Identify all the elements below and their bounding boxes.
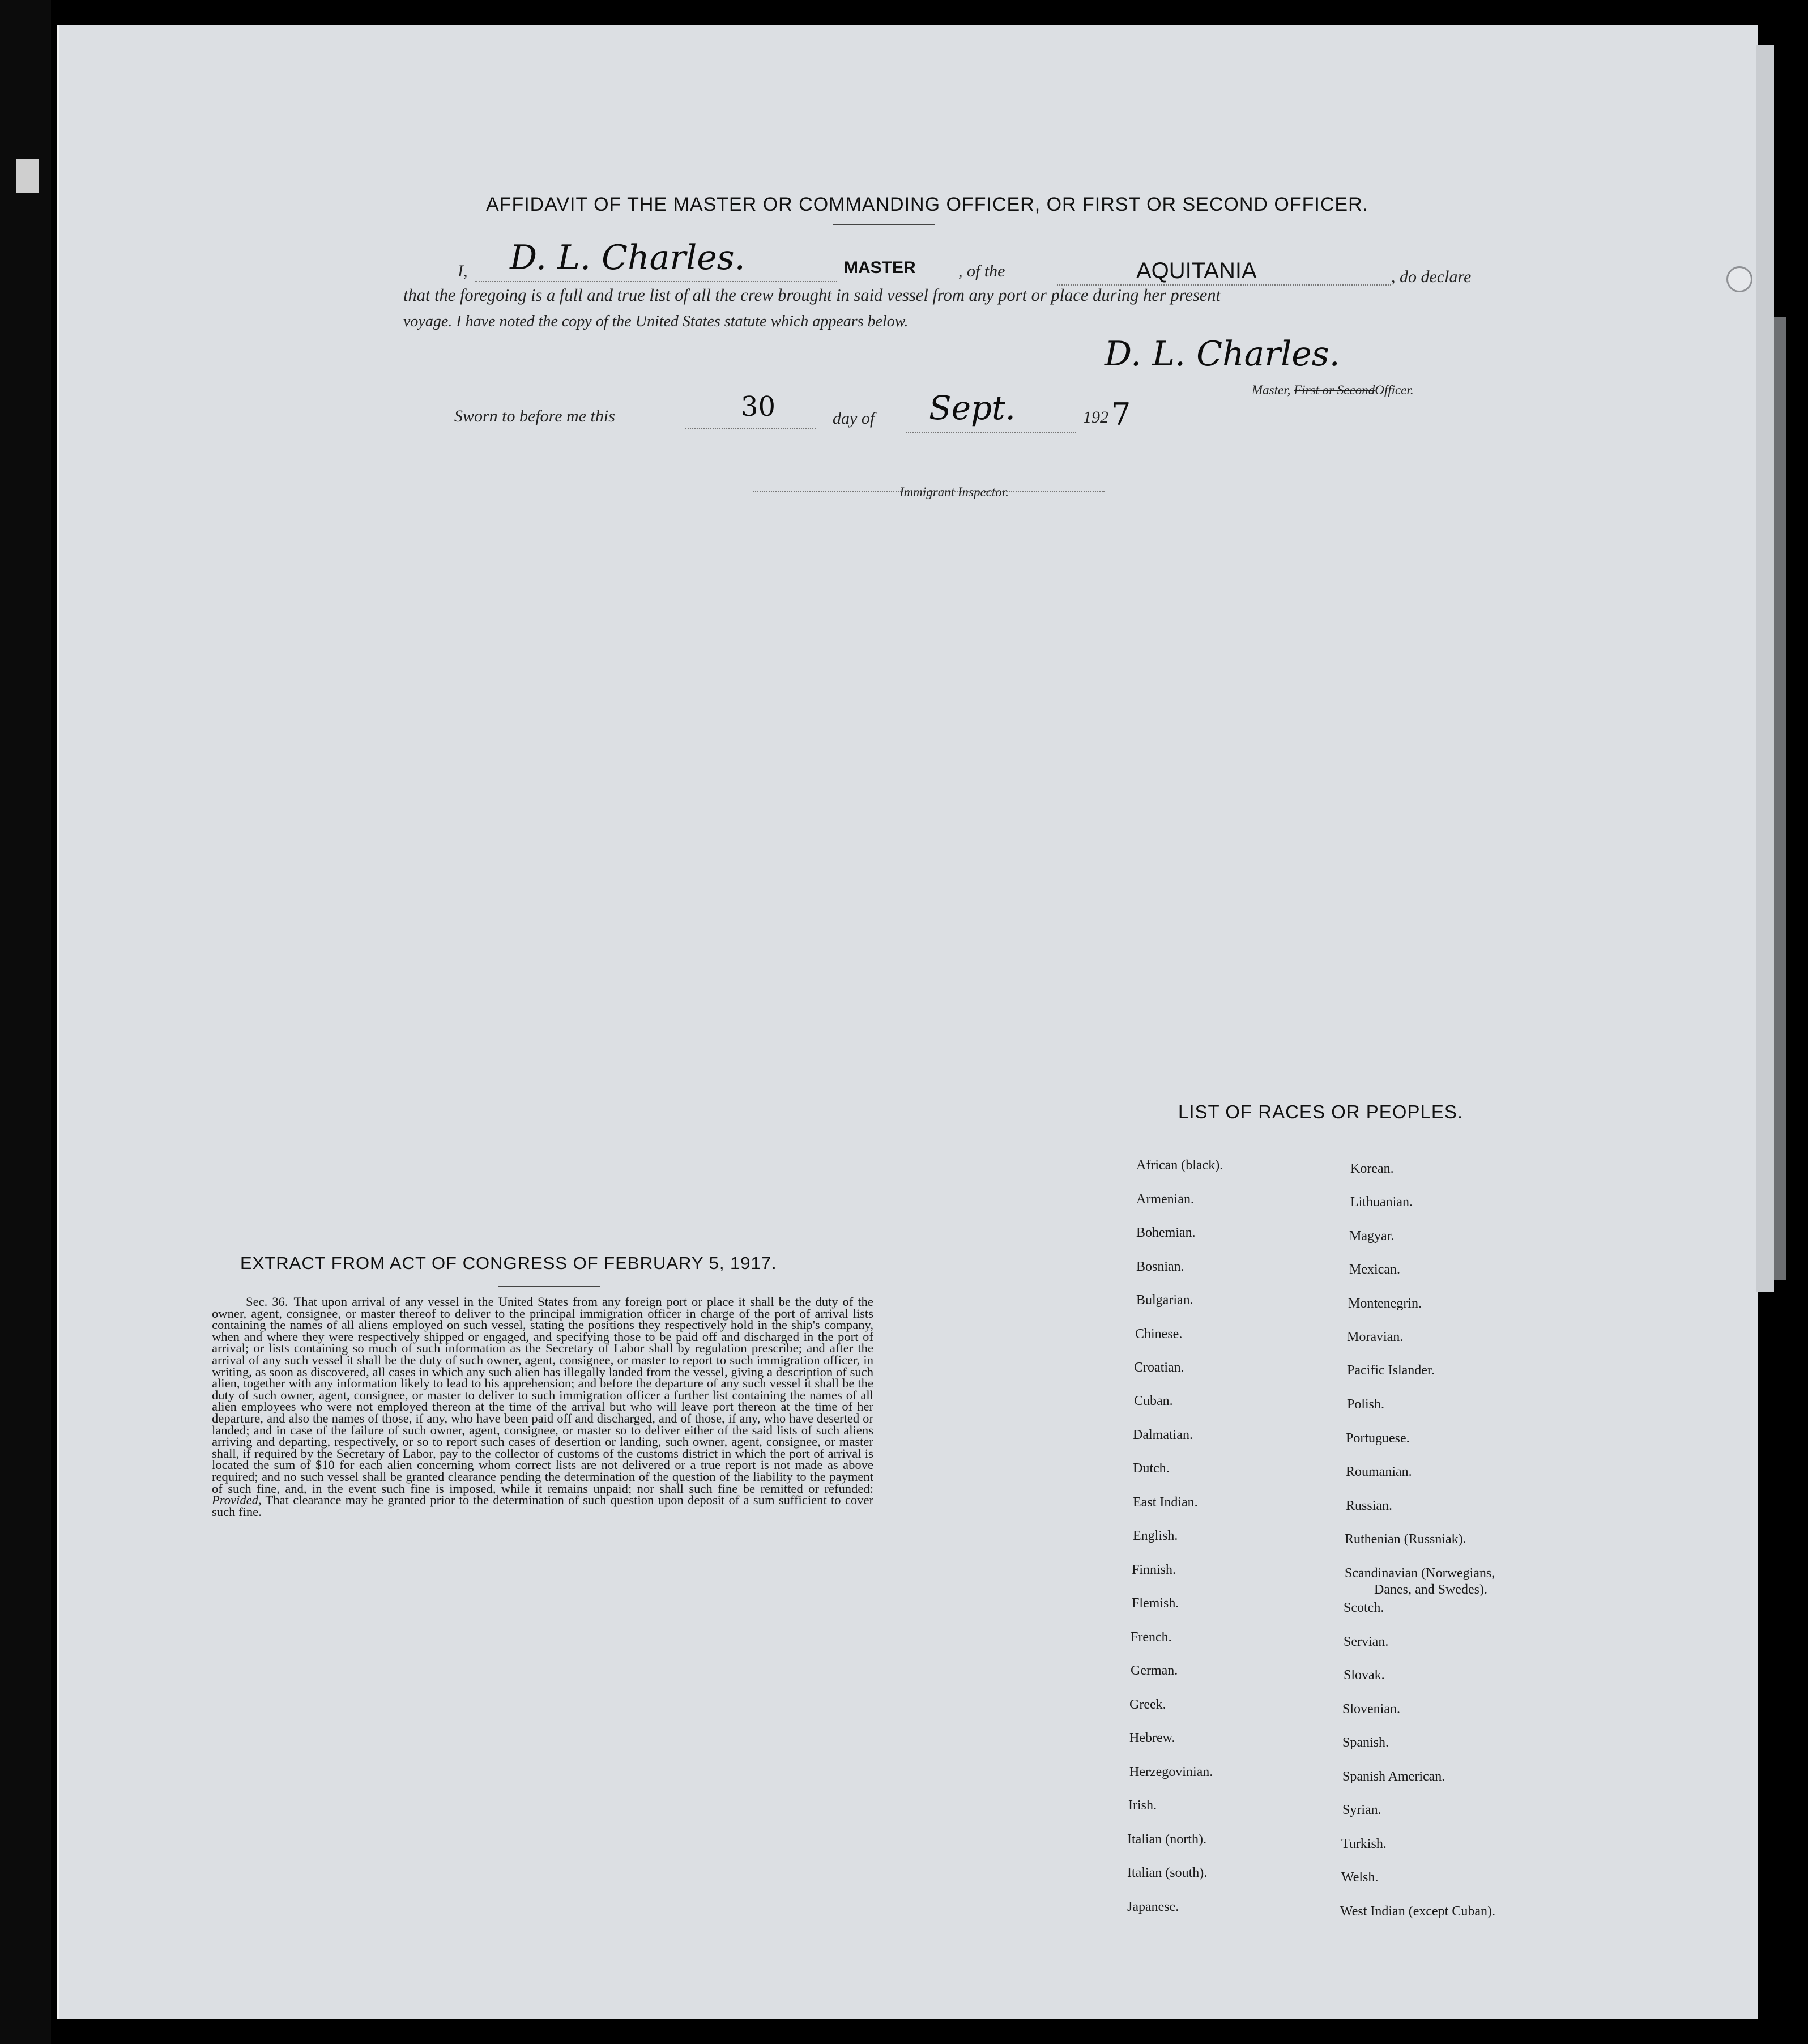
race-item: Polish. [1347,1397,1385,1412]
race-item: Spanish. [1342,1735,1389,1750]
day-value: 30 [741,391,776,423]
race-item: Greek. [1129,1697,1166,1712]
race-item: Herzegovinian. [1129,1765,1213,1779]
affidavit-title: AFFIDAVIT OF THE MASTER OR COMMANDING OFFICER, OR FIRST OR SECOND OFFICER. [486,194,1369,215]
day-line [685,428,816,429]
race-item: German. [1131,1663,1178,1678]
race-item: Spanish American. [1342,1769,1445,1784]
officer-signature: D. L. Charles. [1105,334,1340,374]
race-item: Bulgarian. [1136,1293,1193,1308]
vessel-name: AQUITANIA [1136,258,1257,283]
rank-value: MASTER [844,258,916,277]
race-item: Ruthenian (Russniak). [1345,1532,1466,1547]
race-item: Scandinavian (Norwegians, [1345,1566,1495,1581]
do-declare-label: , do declare [1391,267,1472,286]
day-of-label: day of [833,409,875,428]
race-item: West Indian (except Cuban). [1340,1904,1495,1919]
race-item: Flemish. [1132,1596,1179,1611]
i-label: I, [458,262,468,280]
of-the-label: , of the [958,262,1005,280]
inspector-caption: Immigrant Inspector. [899,485,1009,499]
race-item: Russian. [1346,1498,1393,1513]
race-item: Croatian. [1134,1360,1184,1375]
race-item: Turkish. [1341,1837,1387,1851]
race-item: Korean. [1350,1161,1394,1176]
month-value: Sept. [929,389,1016,427]
race-item: Slovak. [1344,1668,1385,1683]
tab-mark [16,159,39,193]
race-item: Irish. [1128,1798,1157,1813]
punch-hole [1726,266,1752,292]
race-item: Chinese. [1135,1327,1183,1342]
title-rule [833,224,935,225]
month-line [906,432,1076,433]
race-item: Dutch. [1133,1461,1170,1476]
race-item: Japanese. [1127,1900,1179,1914]
master-name-line [475,281,837,282]
provided-word: Provided, [212,1493,262,1508]
extract-text-1: That upon arrival of any vessel in the United States from any foreign port or place it shall be the duty of the owner, agent, consignee, or master thereof to deliver to the principal immigration officer in charge of the port of arrival lists containing the names of all aliens employed on such vessel, stating the positions they respectively hold in the ship's company, when and where they were respectively shipped or engaged, and specifying those to be paid off and discharged in the port of arrival; or lists containing so much of such information as the Secretary of Labor shall by regulation prescribe; and after the arrival of any such vessel it shall be the duty of such owner, agent, consignee, or master to report to such immigration officer, in writing, as soon as discovered, all cases in which any such alien has illegally landed from the vessel, giving a description of such alien, together with any information likely to lead to his apprehension; and before the departure of any such vessel it shall be the duty of such owner, agent, consignee, or master to deliver to such immigration officer a further list containing the names of all alien employees who were not employed thereon at the time of the arrival but who will leave port thereon at the time of her departure, and also the names of those, if any, who have been paid off and discharged, and of those, if any, who have deserted or landed; and in case of the failure of such owner, agent, consignee, or master so to deliver either of the said lists of such aliens arriving and departing, respectively, or so to report such cases of desertion or landing, such owner, agent, consignee, or master shall, if required by the Secretary of Labor, pay to the collector of customs of the customs district in which the port of arrival is located the sum of $10 for each alien concerning whom correct lists are not delivered or a true report is not made as above required; and no such vessel shall be granted clearance pending the determination of the question of the liability to the payment of such fine, and, in the event such fine is imposed, while it remains unpaid; nor shall such fine be remitted or refunded: [212,1294,873,1496]
extract-title-rule [498,1286,600,1287]
race-item: French. [1131,1630,1172,1645]
caption-master: Master, [1252,383,1291,397]
race-item: Bohemian. [1136,1225,1196,1240]
race-item: Dalmatian. [1133,1428,1193,1442]
extract-body [212,1296,873,1518]
affidavit-line-2: that the foregoing is a full and true list of all the crew brought in said vessel from any port or place during her present [403,286,1221,305]
race-item: Bosnian. [1136,1259,1184,1274]
race-item: Armenian. [1136,1192,1194,1207]
race-item: East Indian. [1133,1495,1198,1510]
master-signature: D. L. Charles. [510,238,745,278]
race-item: Servian. [1344,1634,1389,1649]
race-item: Montenegrin. [1348,1296,1422,1311]
race-item: Slovenian. [1342,1702,1400,1717]
page-edge-shadow [1774,317,1786,1280]
caption-struck: First or Second [1294,383,1375,397]
race-item: Welsh. [1341,1870,1379,1885]
race-item: Scotch. [1344,1600,1384,1615]
race-item: English. [1133,1528,1178,1543]
race-item: Magyar. [1349,1229,1395,1244]
binding-edge [0,0,51,2044]
year-prefix: 192 [1083,408,1108,427]
race-item: Moravian. [1347,1330,1404,1344]
race-item: Italian (north). [1127,1832,1206,1847]
signature-caption [1252,383,1414,398]
extract-title: EXTRACT FROM ACT OF CONGRESS OF FEBRUARY 5, 1917. [240,1253,777,1273]
extract-text-2: That clearance may be granted prior to the determination of such question upon deposit of a sum sufficient to cover such fine. [212,1493,873,1519]
sworn-label: Sworn to before me this [454,407,615,425]
races-title: LIST OF RACES OR PEOPLES. [1178,1101,1464,1122]
race-item: Italian (south). [1127,1866,1208,1880]
race-item: Hebrew. [1129,1731,1175,1745]
race-item-continuation: Danes, and Swedes). [1374,1582,1487,1597]
caption-officer: Officer. [1375,383,1414,397]
year-value: 7 [1111,397,1131,432]
sec-label: Sec. 36. [246,1294,288,1309]
race-item: Pacific Islander. [1347,1363,1435,1378]
race-item: Syrian. [1342,1803,1381,1817]
race-item: Roumanian. [1346,1464,1412,1479]
race-item: Lithuanian. [1350,1195,1413,1210]
race-item: Finnish. [1132,1562,1176,1577]
affidavit-line-3: voyage. I have noted the copy of the United States statute which appears below. [403,313,909,330]
race-item: Portuguese. [1346,1431,1410,1446]
race-item: African (black). [1136,1158,1223,1173]
race-item: Cuban. [1134,1394,1173,1408]
race-item: Mexican. [1349,1262,1400,1277]
page-edge [1756,45,1774,1292]
